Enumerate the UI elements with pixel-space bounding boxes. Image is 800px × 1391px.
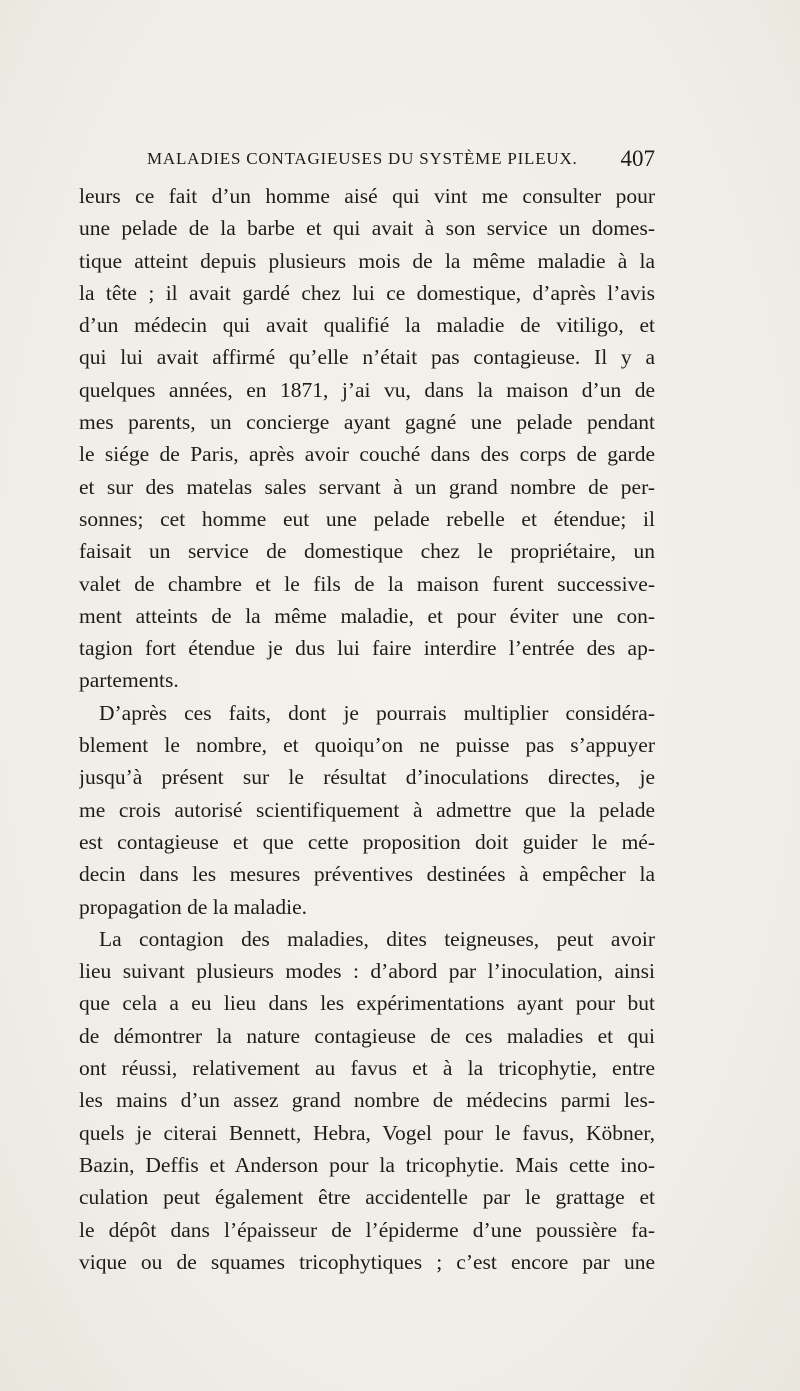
text-line: que cela a eu lieu dans les expérimentations ayant pour but: [79, 991, 655, 1016]
text-line: Bazin, Deffis et Anderson pour la tricophytie. Mais cette ino-: [79, 1152, 655, 1177]
text-line: D’après ces faits, dont je pourrais multiplier considéra-: [99, 700, 655, 725]
text-line: la tête ; il avait gardé chez lui ce domestique, d’après l’avis: [79, 280, 655, 305]
text-line: jusqu’à présent sur le résultat d’inoculations directes, je: [79, 765, 655, 790]
text-line: tique atteint depuis plusieurs mois de la même maladie à la: [79, 248, 655, 273]
running-head: [147, 147, 655, 177]
text-line: blement le nombre, et quoiqu’on ne puisse pas s’appuyer: [79, 733, 655, 758]
text-line: lieu suivant plusieurs modes : d’abord par l’inoculation, ainsi: [79, 959, 655, 984]
text-line: La contagion des maladies, dites teigneuses, peut avoir: [99, 926, 655, 951]
text-line: le siége de Paris, après avoir couché dans des corps de garde: [79, 442, 655, 467]
text-line: ont réussi, relativement au favus et à la tricophytie, entre: [79, 1056, 655, 1081]
text-line: de démontrer la nature contagieuse de ces maladies et qui: [79, 1023, 655, 1048]
text-line: sonnes; cet homme eut une pelade rebelle et étendue; il: [79, 506, 655, 531]
page-number: 407: [620, 146, 655, 171]
text-line: et sur des matelas sales servant à un grand nombre de per-: [79, 474, 655, 499]
text-line: une pelade de la barbe et qui avait à son service un domes-: [79, 216, 655, 241]
text-line: me crois autorisé scientifiquement à admettre que la pelade: [79, 797, 655, 822]
text-line: qui lui avait affirmé qu’elle n’était pas contagieuse. Il y a: [79, 345, 655, 370]
text-line: ment atteints de la même maladie, et pour éviter une con-: [79, 603, 655, 628]
text-line: partements.: [79, 668, 179, 693]
text-line: vique ou de squames tricophytiques ; c’est encore par une: [79, 1249, 655, 1274]
text-line: d’un médecin qui avait qualifié la maladie de vitiligo, et: [79, 313, 655, 338]
text-line: les mains d’un assez grand nombre de médecins parmi les-: [79, 1088, 655, 1113]
text-line: quelques années, en 1871, j’ai vu, dans la maison d’un de: [79, 377, 655, 402]
running-title: MALADIES CONTAGIEUSES DU SYSTÈME PILEUX.: [147, 149, 578, 168]
text-line: valet de chambre et le fils de la maison furent successive-: [79, 571, 655, 596]
text-line: quels je citerai Bennett, Hebra, Vogel pour le favus, Köbner,: [79, 1120, 655, 1145]
text-line: le dépôt dans l’épaisseur de l’épiderme d’une poussière fa-: [79, 1217, 655, 1242]
text-line: leurs ce fait d’un homme aisé qui vint me consulter pour: [79, 184, 655, 208]
text-line: faisait un service de domestique chez le propriétaire, un: [79, 539, 655, 564]
text-line: tagion fort étendue je dus lui faire interdire l’entrée des ap-: [79, 636, 655, 661]
text-line: est contagieuse et que cette proposition doit guider le mé-: [79, 829, 655, 854]
text-line: decin dans les mesures préventives destinées à empêcher la: [79, 862, 655, 887]
text-line: propagation de la maladie.: [79, 894, 308, 919]
body-text: [79, 180, 655, 1278]
text-line: mes parents, un concierge ayant gagné une pelade pendant: [79, 410, 655, 435]
text-line: culation peut également être accidentelle par le grattage et: [79, 1185, 655, 1210]
